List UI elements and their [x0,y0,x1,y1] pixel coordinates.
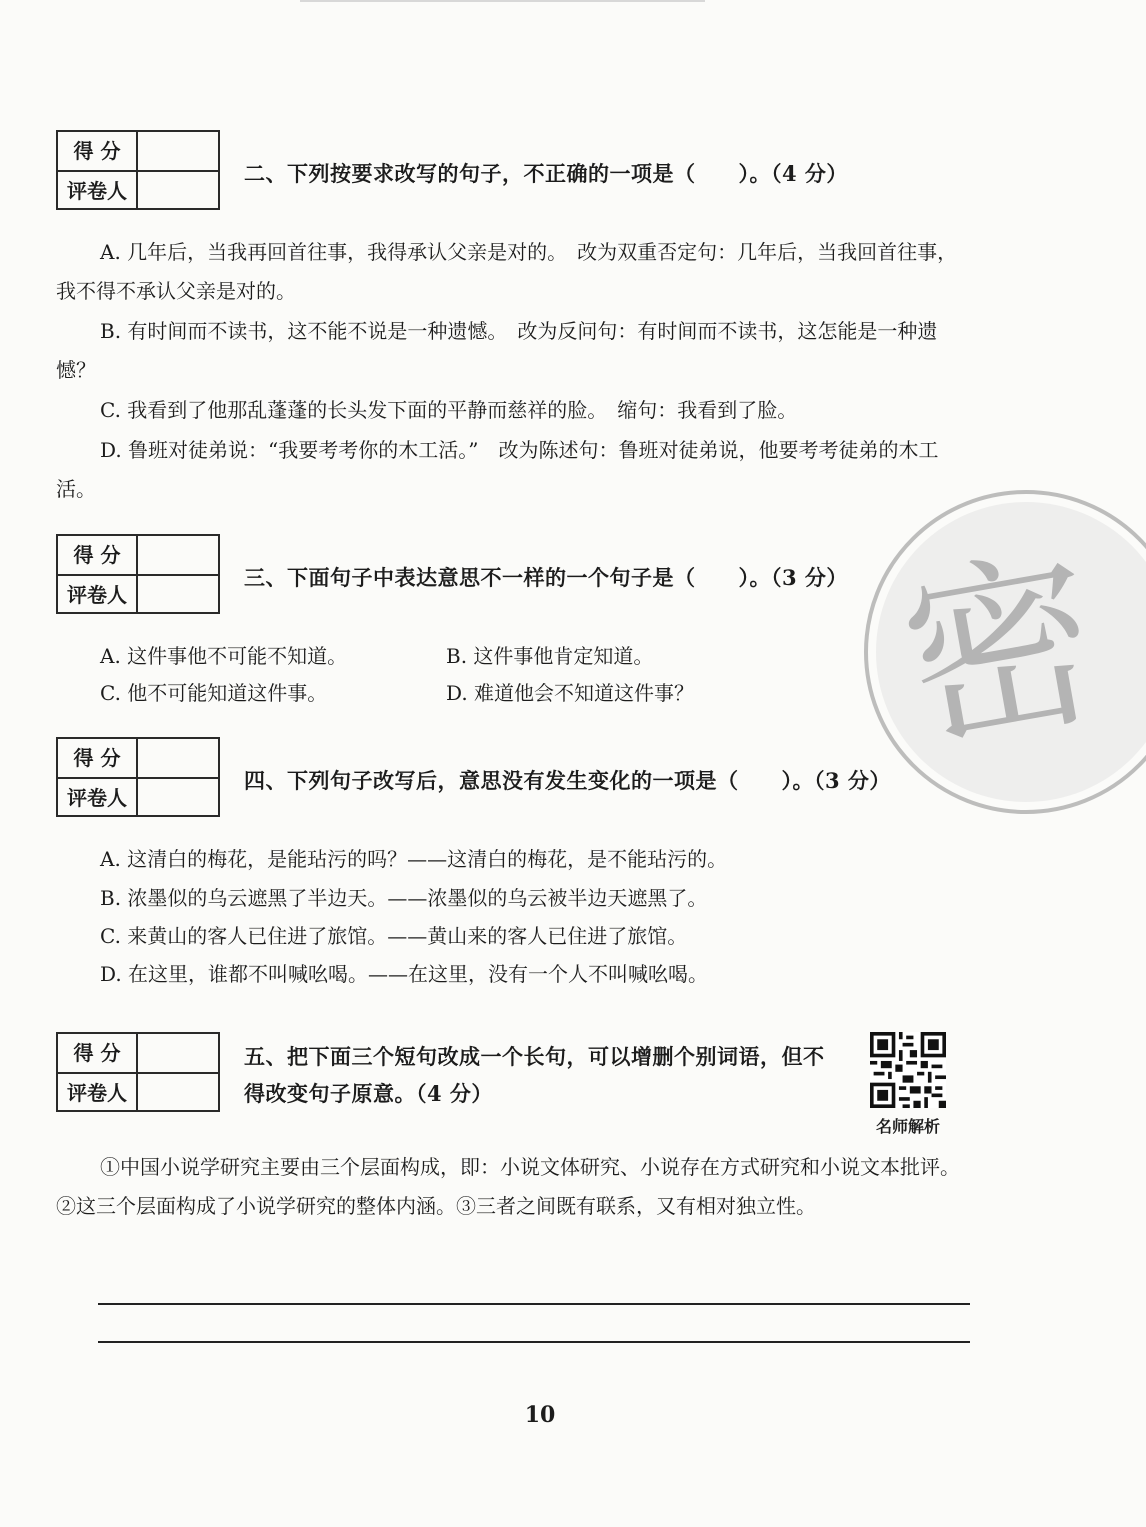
q5-title-line2: 得改变句子原意。（4 分） [244,1081,493,1106]
score-box-q5 [56,1032,220,1112]
answer-line-2[interactable] [98,1341,970,1343]
q2-option-c: C. 我看到了他那乱蓬蓬的长头发下面的平静而慈祥的脸。 缩句：我看到了脸。 [100,398,798,422]
answer-line-1[interactable] [98,1303,970,1305]
score-box-q3 [56,534,220,614]
grader-field[interactable] [138,1074,218,1112]
seal-character: 密 [887,526,1114,778]
q2-title: 二、下列按要求改写的句子，不正确的一项是（ ）。（4 分） [244,161,848,186]
q3-option-d: D. 难道他会不知道这件事？ [446,681,695,705]
page-number: 10 [524,1402,556,1428]
q4-option-b: B. 浓墨似的乌云遮黑了半边天。——浓墨似的乌云被半边天遮黑了。 [100,886,708,910]
q5-passage: ①中国小说学研究主要由三个层面构成，即：小说文体研究、小说存在方式研究和小说文本批评。②这三个层面构成了小说学研究的整体内涵。③三者之间既有联系，又有相对独立性。 [56,1155,960,1218]
q2-option-d: D. 鲁班对徒弟说：“我要考考你的木工活。” 改为陈述句：鲁班对徒弟说，他要考考徒弟的木工活。 [56,438,939,501]
q3-option-a: A. 这件事他不可能不知道。 [100,644,348,668]
score-field[interactable] [138,739,218,777]
q5-title-line1: 五、把下面三个短句改成一个长句，可以增删个别词语，但不 [244,1044,825,1069]
q4-title: 四、下列句子改写后，意思没有发生变化的一项是（ ）。（3 分） [244,768,891,793]
q3-option-b: B. 这件事他肯定知道。 [446,644,654,668]
score-field[interactable] [138,1034,218,1072]
top-edge-line [300,0,705,2]
grader-field[interactable] [138,779,218,817]
qr-caption: 名师解析 [875,1117,940,1136]
score-label: 得 分 [58,1034,138,1072]
grader-label: 评卷人 [58,779,138,817]
q3-title: 三、下面句子中表达意思不一样的一个句子是（ ）。（3 分） [244,565,848,590]
score-box-q4 [56,737,220,817]
grader-field[interactable] [138,172,218,210]
grader-label: 评卷人 [58,576,138,614]
grader-label: 评卷人 [58,1074,138,1112]
q4-option-d: D. 在这里，谁都不叫喊吆喝。——在这里，没有一个人不叫喊吆喝。 [100,962,709,986]
score-label: 得 分 [58,536,138,574]
score-label: 得 分 [58,132,138,170]
q4-option-c: C. 来黄山的客人已住进了旅馆。——黄山来的客人已住进了旅馆。 [100,924,688,948]
grader-field[interactable] [138,576,218,614]
q2-option-a: A. 几年后，当我再回首往事，我得承认父亲是对的。 改为双重否定句：几年后，当我回首往事，我不得不承认父亲是对的。 [56,240,958,303]
score-field[interactable] [138,132,218,170]
score-label: 得 分 [58,739,138,777]
confidential-seal-stamp [846,482,1146,822]
q4-option-a: A. 这清白的梅花，是能玷污的吗？——这清白的梅花，是不能玷污的。 [100,847,728,871]
grader-label: 评卷人 [58,172,138,210]
qr-code-icon[interactable] [870,1032,946,1108]
score-box-q2 [56,130,220,210]
q2-option-b: B. 有时间而不读书，这不能不说是一种遗憾。 改为反问句：有时间而不读书，这怎能是一种遗憾？ [56,319,938,382]
q3-option-c: C. 他不可能知道这件事。 [100,681,328,705]
score-field[interactable] [138,536,218,574]
